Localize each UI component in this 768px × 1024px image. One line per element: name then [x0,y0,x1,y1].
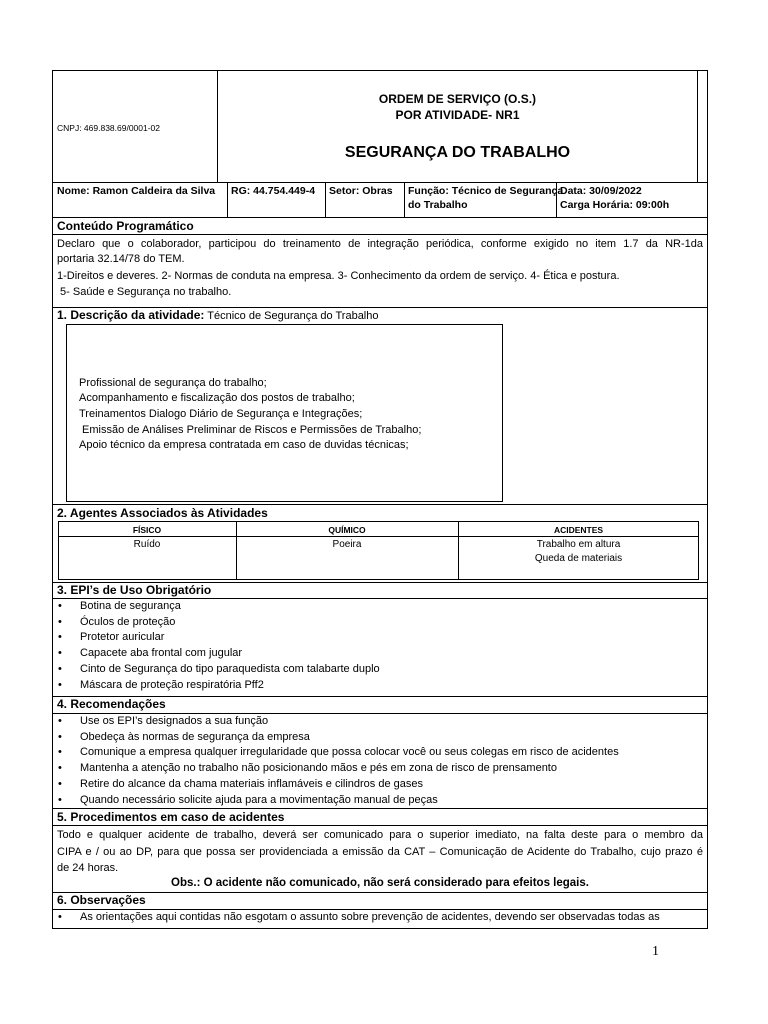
descricao-line-4: Emissão de Análises Preliminar de Riscos e Permissões de Trabalho; [79,424,422,436]
list-item: • Capacete aba frontal com jugular [53,646,380,662]
list-item: • Botina de segurança [53,599,380,615]
descricao-bottom-rule [52,504,708,505]
info-divider-2 [325,182,326,217]
procedimentos-line1: Todo e qualquer acidente de trabalho, deverá ser comunicado para o superior imediato, na falta deste para o membro da [57,829,703,841]
list-item: • Quando necessário solicite ajuda para a movimentação manual de peças [53,793,619,809]
descricao-line-1: Profissional de segurança do trabalho; [79,377,267,389]
conteudo-line1: Declaro que o colaborador, participou do treinamento de integração periódica, conforme exigido no item 1.7 da NR-1da [57,238,703,250]
list-item: • As orientações aqui contidas não esgotam o assunto sobre prevenção de acidentes, devendo ser observadas todas as [53,910,660,926]
info-divider-1 [227,182,228,217]
list-item: • Mantenha a atenção no trabalho não posicionando mãos e pés em zona de risco de prensamento [53,761,619,777]
descricao-line-2: Acompanhamento e fiscalização dos postos de trabalho; [79,392,355,404]
procedimentos-bottom-rule [52,892,708,893]
info-carga: Carga Horária: 09:00h [560,199,670,211]
header-title-line2: POR ATIVIDADE- NR1 [395,108,520,122]
procedimentos-line2: CIPA e / ou ao DP, para que possa ser providenciada a emissão da CAT – Comunicação de Acidente do Trabalho, cujo prazo é [57,846,703,858]
header-right-rule [697,70,698,182]
observacoes-heading: 6. Observações [57,893,146,907]
conteudo-heading: Conteúdo Programático [57,219,194,233]
info-funcao-line2: do Trabalho [408,199,468,211]
epis-list [53,599,380,693]
descricao-heading-row [57,308,379,323]
cell-acidentes-1: Trabalho em altura [536,539,621,550]
header-bottom-rule [52,182,708,183]
procedimentos-heading: 5. Procedimentos em caso de acidentes [57,810,285,824]
conteudo-line4: 5- Saúde e Segurança no trabalho. [57,286,232,298]
info-setor: Setor: Obras [329,185,393,197]
col-fisico: FÍSICO [132,525,162,535]
recomendacoes-bottom-rule [52,808,708,809]
recomendacoes-heading: 4. Recomendações [57,697,166,711]
page-number: 1 [652,944,659,959]
epis-heading: 3. EPI’s de Uso Obrigatório [57,583,212,597]
header-divider [217,70,218,182]
cell-fisico: Ruído [133,539,161,550]
cell-acidentes-2: Queda de materiais [534,553,623,564]
list-item: • Obedeça às normas de segurança da empresa [53,730,619,746]
list-item: • Comunique a empresa qualquer irregularidade que possa colocar você ou seus colegas em risco de acidentes [53,745,619,761]
info-nome: Nome: Ramon Caldeira da Silva [57,185,216,197]
info-funcao-line1: Função: Técnico de Segurança [408,185,564,197]
list-item: • Máscara de proteção respiratória Pff2 [53,678,380,694]
col-acidentes: ACIDENTES [553,525,604,535]
conteudo-line2: portaria 32.14/78 do TEM. [57,253,185,265]
procedimentos-obs: Obs.: O acidente não comunicado, não será considerado para efeitos legais. [171,877,589,889]
list-item: • Retire do alcance da chama materiais inflamáveis e cilindros de gases [53,777,619,793]
header-title-line1: ORDEM DE SERVIÇO (O.S.) [378,92,537,106]
descricao-value: Técnico de Segurança do Trabalho [207,310,379,322]
list-item: • Óculos de proteção [53,615,380,631]
procedimentos-line3: de 24 horas. [57,862,119,874]
descricao-heading: 1. Descrição da atividade: [57,308,205,322]
col-quimico: QUÍMICO [328,525,366,535]
list-item: • Use os EPI’s designados a sua função [53,714,619,730]
conteudo-heading-rule [52,234,708,235]
info-rg: RG: 44.754.449-4 [231,185,316,197]
list-item: • Cinto de Segurança do tipo paraquedista com talabarte duplo [53,662,380,678]
cnpj-text: CNPJ: 469.838.69/0001-02 [57,123,161,133]
conteudo-line3: 1-Direitos e deveres. 2- Normas de conduta na empresa. 3- Conhecimento da ordem de serviço. 4- Ética e postura. [57,270,620,282]
procedimentos-heading-rule [52,825,708,826]
list-item: • Protetor auricular [53,630,380,646]
info-divider-3 [404,182,405,217]
cell-quimico: Poeira [332,539,362,550]
recomendacoes-list [53,714,619,808]
descricao-line-3: Treinamentos Dialogo Diário de Segurança e Integrações; [79,408,363,420]
page-title: SEGURANÇA DO TRABALHO [344,144,571,161]
observacoes-list [53,910,660,926]
info-bottom-rule [52,217,708,218]
descricao-line-5: Apoio técnico da empresa contratada em caso de duvidas técnicas; [79,439,409,451]
info-data: Data: 30/09/2022 [560,185,642,197]
agentes-heading: 2. Agentes Associados às Atividades [57,506,268,520]
